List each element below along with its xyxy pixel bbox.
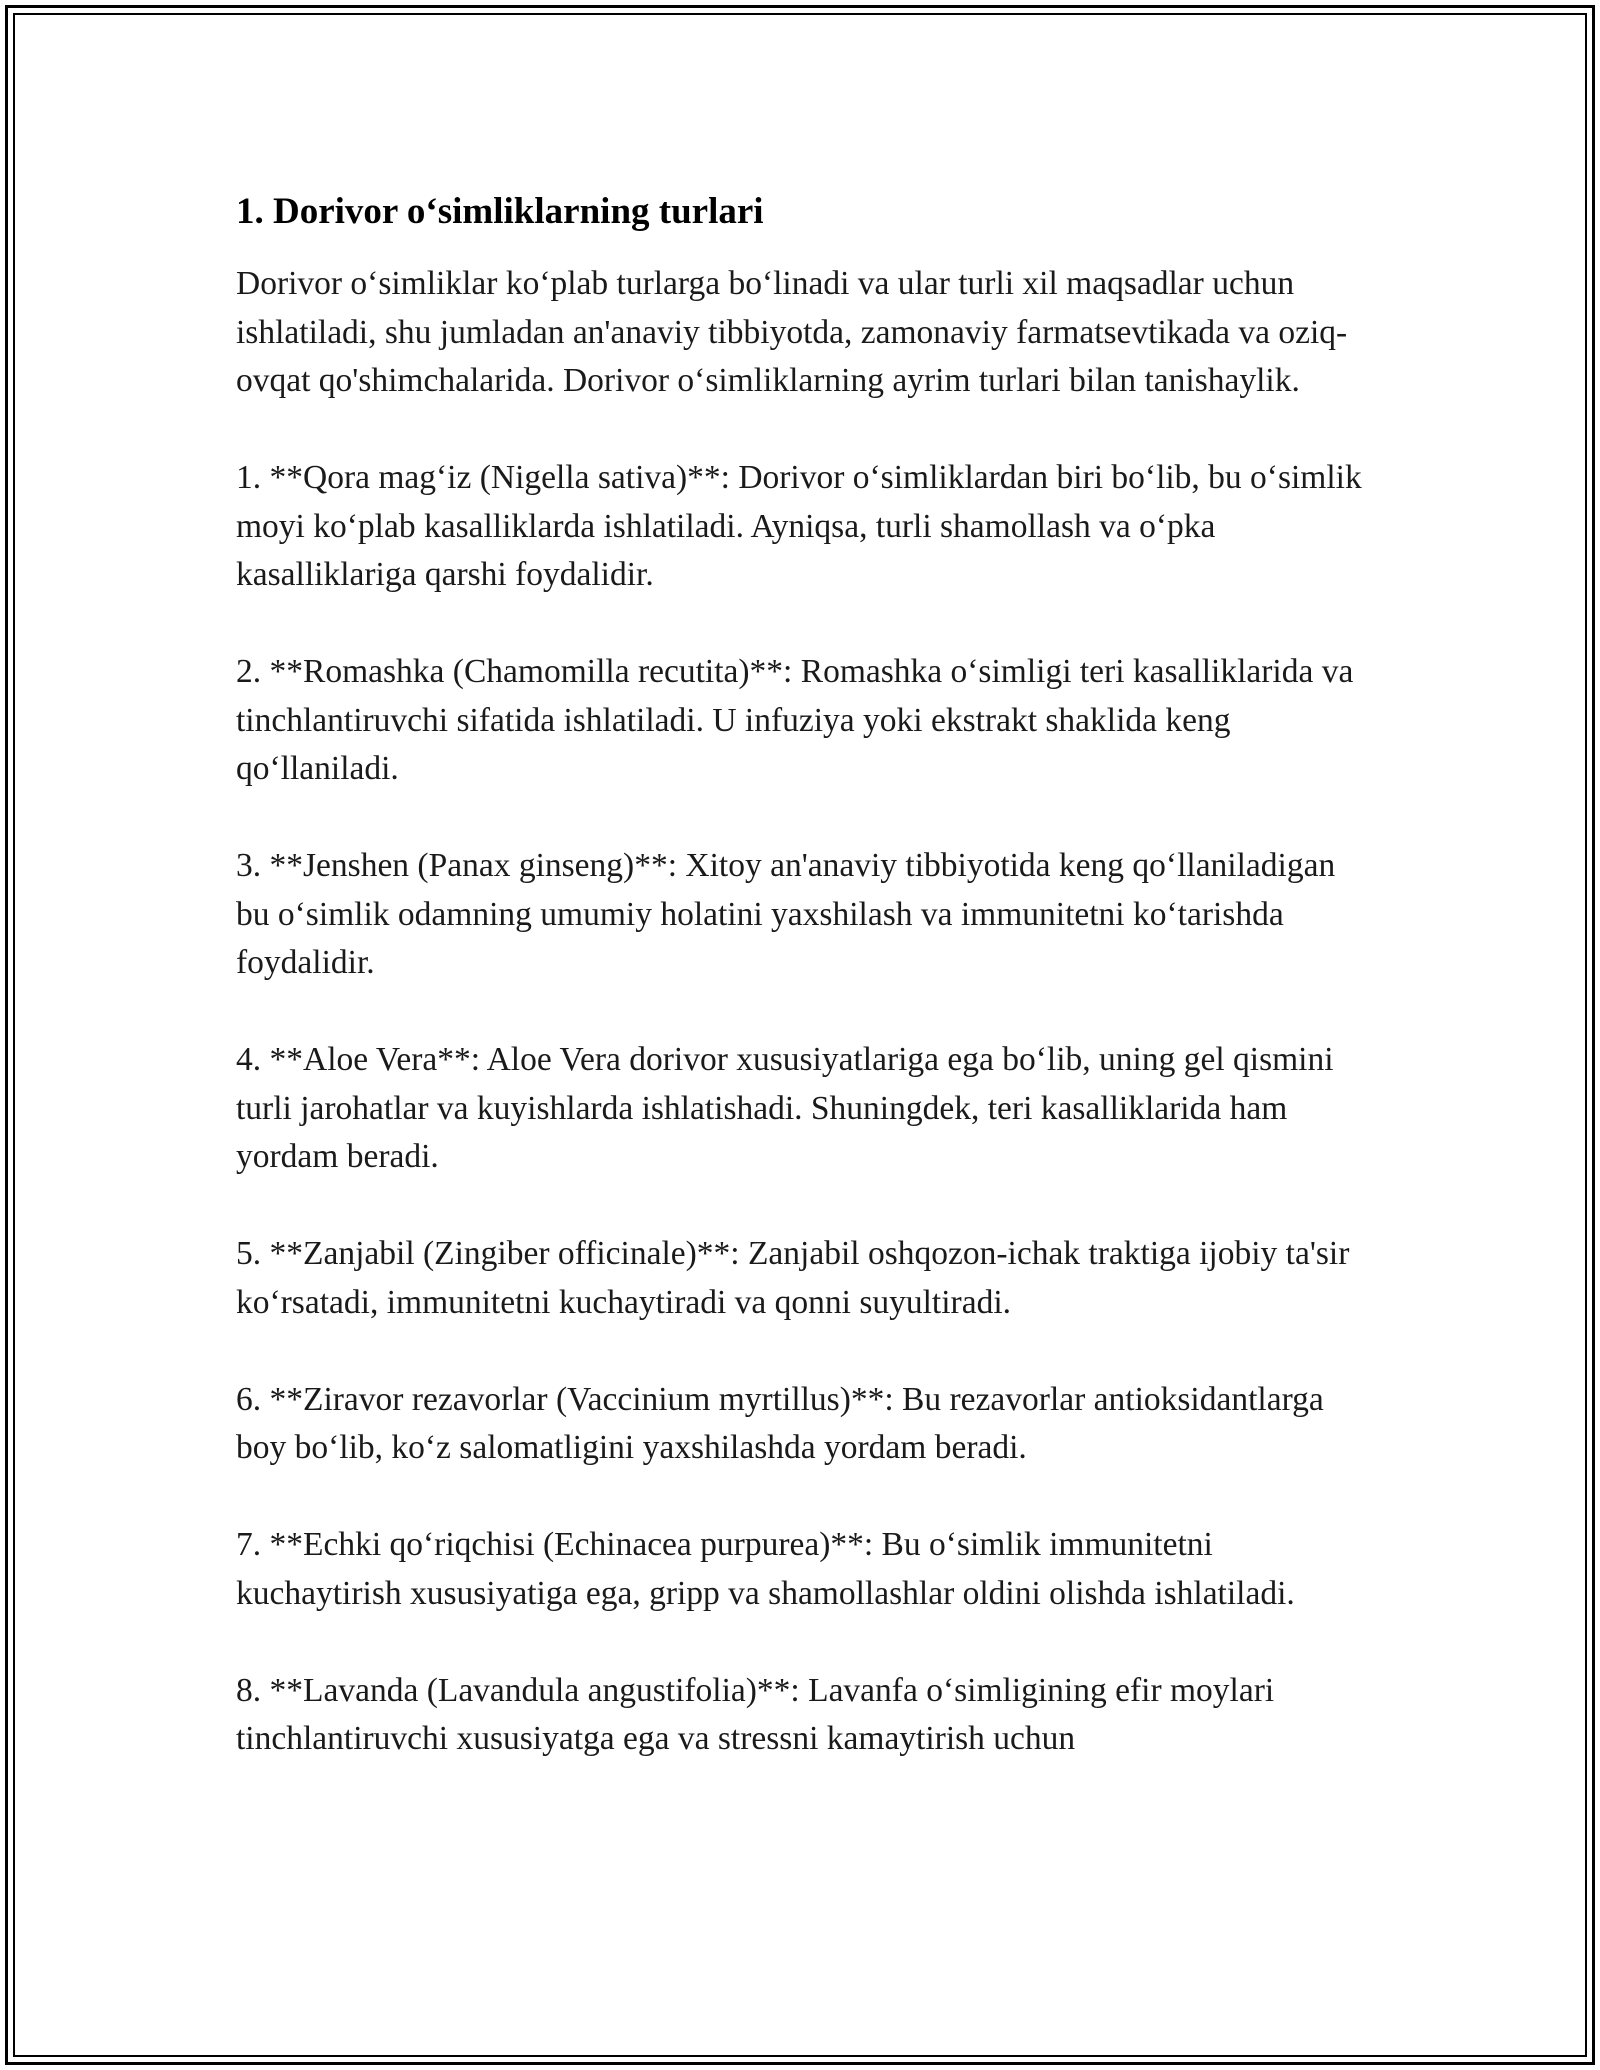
list-item-8: 8. **Lavanda (Lavandula angustifolia)**: Lavanfa o‘simligining efir moylari tinchlantiruvchi xususiyatga ega va stressni kamaytirish uchun: [236, 1671, 1275, 1757]
section-heading: 1. Dorivor o‘simliklarning turlari: [236, 191, 764, 232]
list-item-4: 4. **Aloe Vera**: Aloe Vera dorivor xususiyatlariga ega bo‘lib, uning gel qismini turli jarohatlar va kuyishlarda ishlatishadi. Shuningdek, teri kasalliklarida ham yordam beradi.: [236, 1041, 1334, 1175]
list-item-3: 3. **Jenshen (Panax ginseng)**: Xitoy an'anaviy tibbiyotida keng qo‘llaniladigan bu o‘simlik odamning umumiy holatini yaxshilash va immunitetni ko‘tarishda foydalidir.: [236, 847, 1336, 981]
list-item-6: 6. **Ziravor rezavorlar (Vaccinium myrtillus)**: Bu rezavorlar antioksidantlarga boy bo‘lib, ko‘z salomatligini yaxshilashda yordam beradi.: [236, 1380, 1324, 1466]
list-item-5: 5. **Zanjabil (Zingiber officinale)**: Zanjabil oshqozon-ichak traktiga ijobiy ta'sir ko‘rsatadi, immunitetni kuchaytiradi va qonni suyultiradi.: [236, 1235, 1350, 1321]
document-body: [236, 188, 1376, 1812]
list-item-7: 7. **Echki qo‘riqchisi (Echinacea purpurea)**: Bu o‘simlik immunitetni kuchaytirish xususiyatiga ega, gripp va shamollashlar oldini olishda ishlatiladi.: [236, 1526, 1295, 1612]
intro-paragraph: Dorivor o‘simliklar ko‘plab turlarga bo‘linadi va ular turli xil maqsadlar uchun ishlatiladi, shu jumladan an'anaviy tibbiyotda, zamonaviy farmatsevtikada va oziq-ovqat qo'shimchalarida. Dorivor o‘simliklarning ayrim turlari bilan tanishaylik.: [236, 265, 1348, 399]
list-item-1: 1. **Qora mag‘iz (Nigella sativa)**: Dorivor o‘simliklardan biri bo‘lib, bu o‘simlik moyi ko‘plab kasalliklarda ishlatiladi. Ayniqsa, turli shamollash va o‘pka kasalliklariga qarshi foydalidir.: [236, 459, 1362, 593]
list-item-2: 2. **Romashka (Chamomilla recutita)**: Romashka o‘simligi teri kasalliklarida va tinchlantiruvchi sifatida ishlatiladi. U infuziya yoki ekstrakt shaklida keng qo‘llaniladi.: [236, 653, 1354, 787]
